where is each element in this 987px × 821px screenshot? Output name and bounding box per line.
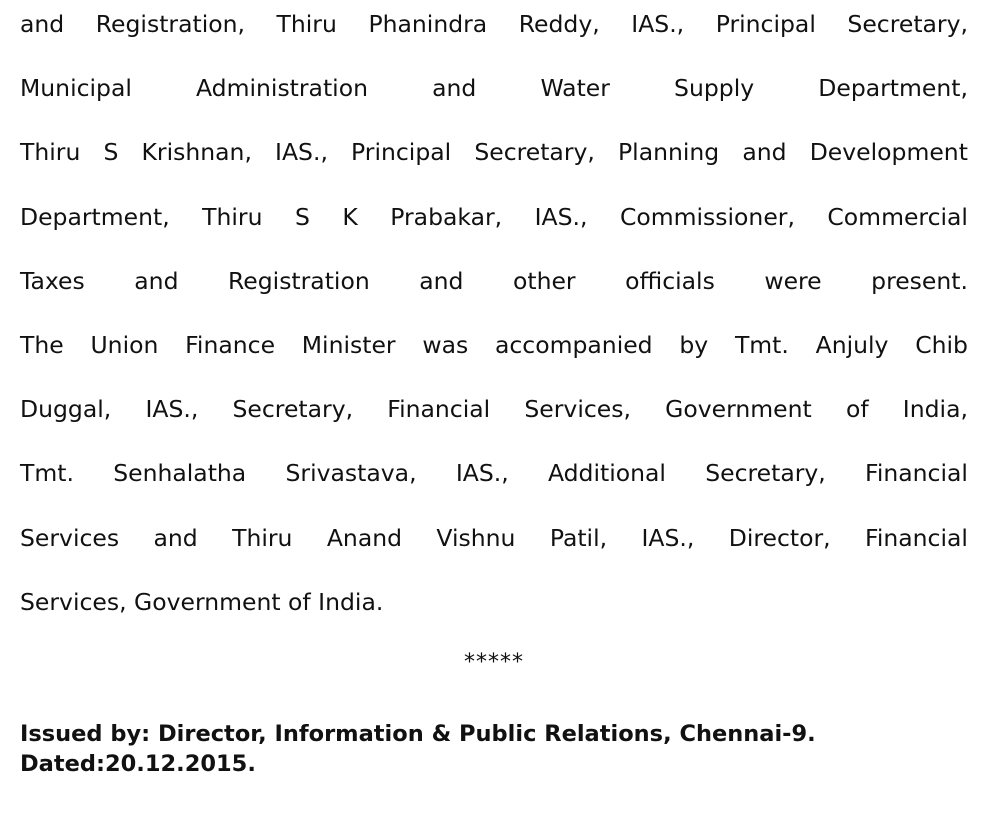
body-word: present. bbox=[871, 267, 968, 295]
body-word: Taxes bbox=[20, 267, 85, 295]
body-word: and bbox=[419, 267, 464, 295]
body-word: Principal bbox=[351, 138, 452, 166]
body-word: Anjuly bbox=[815, 331, 889, 359]
body-word: Srivastava, bbox=[285, 459, 417, 487]
body-line bbox=[20, 456, 968, 490]
body-word: Secretary, bbox=[847, 10, 968, 38]
body-word: Director, bbox=[728, 524, 831, 552]
body-word: Thiru bbox=[20, 138, 81, 166]
body-word: Finance bbox=[185, 331, 276, 359]
body-line bbox=[20, 328, 968, 362]
body-word: S bbox=[103, 138, 119, 166]
body-word: and bbox=[20, 10, 65, 38]
body-word: IAS., bbox=[631, 10, 685, 38]
body-word: officials bbox=[625, 267, 715, 295]
body-word: Department, bbox=[20, 203, 170, 231]
separator-asterisks: ***** bbox=[464, 650, 524, 675]
body-word: and bbox=[432, 74, 477, 102]
body-word: and bbox=[742, 138, 787, 166]
body-word: Department, bbox=[818, 74, 968, 102]
body-word: Additional bbox=[547, 459, 666, 487]
body-word: S bbox=[294, 203, 310, 231]
issued-by-line: Issued by: Director, Information & Public Relations, Chennai-9. bbox=[20, 721, 816, 747]
body-word: The bbox=[20, 331, 64, 359]
body-word: Principal bbox=[715, 10, 816, 38]
body-word: Tmt. bbox=[20, 459, 74, 487]
body-word: Government bbox=[665, 395, 812, 423]
body-word: K bbox=[342, 203, 358, 231]
body-line bbox=[20, 264, 968, 298]
body-last-line-text: Services, Government of India. bbox=[20, 588, 384, 616]
body-line bbox=[20, 392, 968, 426]
body-word: Financial bbox=[865, 524, 968, 552]
body-word: by bbox=[679, 331, 709, 359]
body-word: Thiru bbox=[232, 524, 293, 552]
body-line bbox=[20, 71, 968, 105]
body-word: Financial bbox=[387, 395, 491, 423]
body-word: Secretary, bbox=[705, 459, 826, 487]
body-word: IAS., bbox=[641, 524, 695, 552]
body-word: Financial bbox=[865, 459, 968, 487]
body-word: Senhalatha bbox=[113, 459, 247, 487]
body-word: IAS., bbox=[145, 395, 199, 423]
body-word: Administration bbox=[196, 74, 368, 102]
body-word: IAS., bbox=[275, 138, 328, 166]
body-word: IAS., bbox=[455, 459, 509, 487]
body-word: accompanied bbox=[494, 331, 653, 359]
body-word: Development bbox=[809, 138, 968, 166]
body-word: other bbox=[512, 267, 576, 295]
body-word: Registration, bbox=[95, 10, 245, 38]
body-word: Services bbox=[20, 524, 120, 552]
body-word: Duggal, bbox=[20, 395, 112, 423]
body-word: Secretary, bbox=[232, 395, 354, 423]
body-word: Commissioner, bbox=[619, 203, 795, 231]
body-line bbox=[20, 200, 968, 234]
body-word: Services, bbox=[524, 395, 631, 423]
body-word: were bbox=[764, 267, 822, 295]
body-word: Minister bbox=[301, 331, 396, 359]
body-word: Registration bbox=[228, 267, 370, 295]
body-word: Thiru bbox=[202, 203, 263, 231]
body-word: Prabakar, bbox=[390, 203, 503, 231]
body-word: Chib bbox=[915, 331, 968, 359]
body-word: Union bbox=[90, 331, 159, 359]
body-line bbox=[20, 7, 968, 41]
body-word: Thiru bbox=[276, 10, 337, 38]
body-last-line bbox=[20, 585, 968, 619]
body-word: Reddy, bbox=[518, 10, 600, 38]
body-word: Krishnan, bbox=[141, 138, 252, 166]
body-word: and bbox=[153, 524, 198, 552]
body-word: of bbox=[845, 395, 869, 423]
body-line bbox=[20, 521, 968, 555]
body-word: Tmt. bbox=[734, 331, 789, 359]
body-word: and bbox=[134, 267, 179, 295]
body-word: Anand bbox=[326, 524, 403, 552]
body-word: Municipal bbox=[20, 74, 132, 102]
body-word: Phanindra bbox=[368, 10, 488, 38]
body-word: India, bbox=[902, 395, 968, 423]
dated-line: Dated:20.12.2015. bbox=[20, 751, 256, 777]
body-word: Commercial bbox=[827, 203, 968, 231]
body-line bbox=[20, 135, 968, 169]
body-word: IAS., bbox=[534, 203, 588, 231]
body-word: Patil, bbox=[549, 524, 608, 552]
body-word: Water bbox=[540, 74, 610, 102]
body-word: was bbox=[422, 331, 469, 359]
body-word: Secretary, bbox=[474, 138, 595, 166]
body-word: Supply bbox=[674, 74, 755, 102]
body-word: Vishnu bbox=[436, 524, 516, 552]
body-word: Planning bbox=[618, 138, 720, 166]
